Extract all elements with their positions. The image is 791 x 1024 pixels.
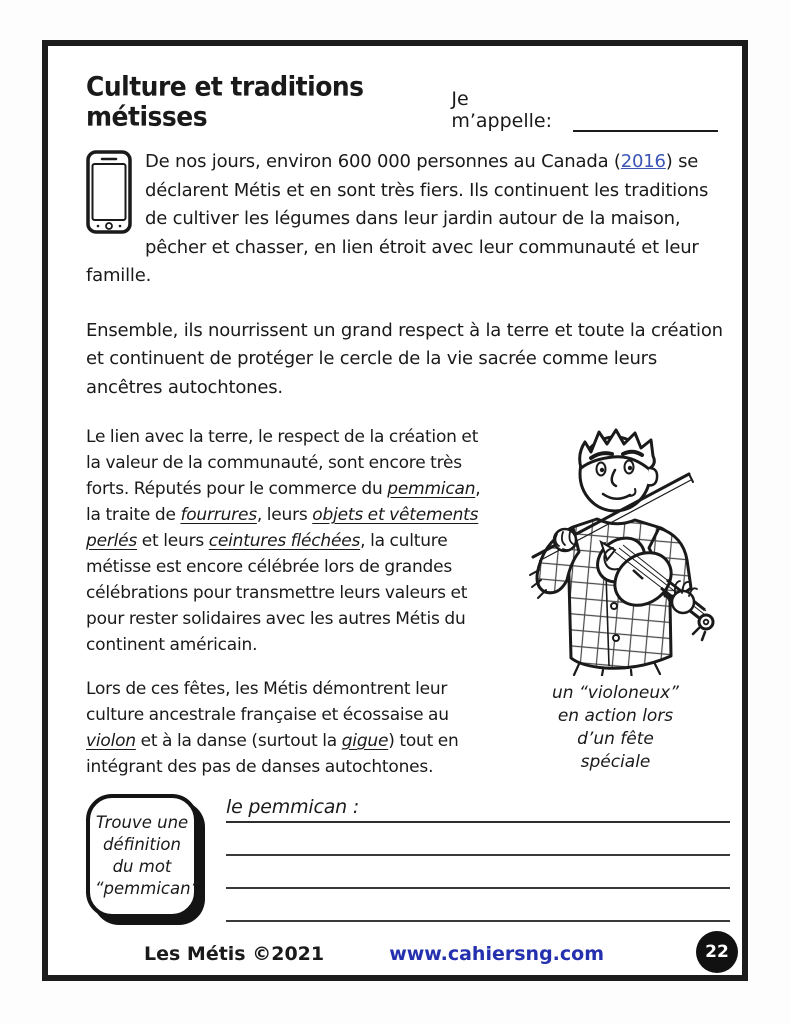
year-link[interactable]: 2016 (620, 151, 666, 172)
header (86, 71, 730, 132)
respect-paragraph: Ensemble, ils nourrissent un grand respect à la terre et toute la création et continuent de protéger le cercle de la vie sacrée comme leurs ancêtres autochtones. (86, 319, 723, 398)
figure-caption (501, 682, 730, 774)
key-term: gigue (341, 731, 389, 751)
page-title: Culture et traditions métisses (86, 71, 364, 132)
key-term: pemmican (387, 479, 476, 499)
figure-column (495, 424, 730, 780)
dance-paragraph: Lors de ces fêtes, les Métis démontrent leur culture ancestrale française et écossaise au violon et à la danse (surtout la gigue) tout en intégrant des pas de danses autochtones. (86, 679, 459, 777)
key-term: violon (86, 731, 136, 751)
culture-paragraph: Le lien avec la terre, le respect de la création et la valeur de la communauté, sont encore très forts. Réputés pour le commerce du pemmican, la traite de fourrures, leurs objets et vêtements perlés et leurs ceintures fléchées, la culture métisse est encore célébrée lors de grandes célébrations pour transmettre leurs valeurs et pour rester solidaires avec les autres Métis du continent américain. (86, 427, 481, 655)
two-column-section (86, 424, 730, 780)
instruction-bubble: Trouve une définition du mot “pemmican”. (86, 794, 198, 918)
smartphone-icon (86, 150, 132, 234)
fiddler-illustration (501, 424, 730, 676)
footer (86, 943, 730, 965)
name-field-area (451, 88, 718, 132)
text-column (86, 424, 495, 780)
page-number-badge: 22 (696, 931, 738, 973)
name-label: Je m’appelle: (451, 88, 553, 132)
writing-line (226, 889, 730, 922)
writing-line (226, 856, 730, 889)
worksheet-page (42, 40, 748, 981)
caption-line: en action lors (557, 706, 674, 726)
key-term: objets et vêtements perlés (86, 505, 479, 551)
definition-line (226, 796, 730, 823)
intro-paragraph (86, 148, 730, 291)
intro-text: De nos jours, environ 600 000 personnes au Canada (2016) se déclarent Métis et en sont très fiers. Ils continuent les traditions de cultiver les légumes dans leur jardin autour de la maison, pêcher et chasser, en lien étroit avec leur communauté et leur famille. (86, 151, 709, 286)
website-link[interactable]: www.cahiersng.com (389, 943, 604, 965)
answer-area (226, 794, 730, 922)
writing-line (226, 823, 730, 856)
definition-activity (86, 794, 730, 922)
caption-line: un “violoneux” (552, 683, 679, 703)
name-blank-line (573, 110, 718, 132)
key-term: ceintures fléchées (208, 531, 361, 551)
blank-lines (226, 823, 730, 922)
caption-line: spéciale (580, 752, 651, 772)
key-term: fourrures (180, 505, 257, 525)
caption-line: d’un fête (577, 729, 654, 749)
definition-label: le pemmican : (226, 796, 360, 818)
footer-copyright: Les Métis ©2021 (144, 943, 325, 965)
